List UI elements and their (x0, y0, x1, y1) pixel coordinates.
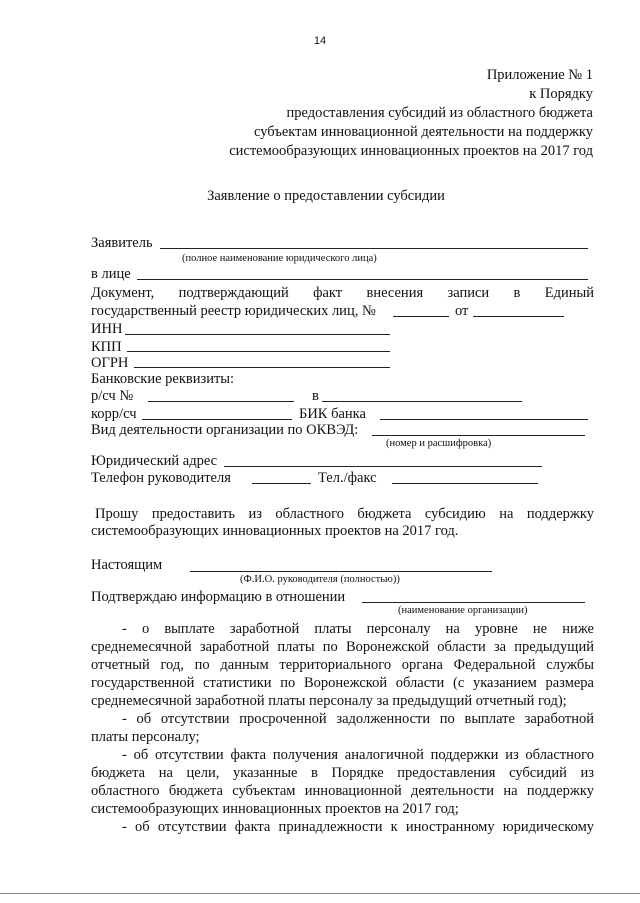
head-phone-label: Телефон руководителя (91, 470, 231, 486)
legal-address-label: Юридический адрес (91, 453, 218, 469)
registry-date-label: от (455, 303, 469, 319)
form-title: Заявление о предоставлении субсидии (207, 188, 445, 204)
tel-fax-field[interactable] (392, 483, 538, 484)
bik-label: БИК банка (299, 406, 366, 422)
applicant-caption: (полное наименование юридического лица) (182, 253, 377, 264)
item-2-line-2: платы персоналу; (91, 729, 200, 745)
registry-document-line: Документ, подтверждающий факт внесения записи в Единый (91, 285, 594, 301)
item-1-line-4: государственной статистики по Воронежской области (с указанием размера (91, 675, 594, 691)
item-3-line-4: системообразующих инновационных проектов на 2017 год; (91, 801, 459, 817)
item-4-line-1: - об отсутствии факта принадлежности к иностранному юридическому (122, 819, 594, 835)
item-3-line-1: - об отсутствии факта получения аналогичной поддержки из областного (122, 747, 594, 763)
hereby-label: Настоящим (91, 557, 163, 573)
page-number: 14 (313, 35, 327, 47)
represented-by-field[interactable] (137, 279, 588, 280)
request-text-line-1: Прошу предоставить из областного бюджета субсидию на поддержку (95, 506, 594, 522)
organization-name-field[interactable] (362, 602, 585, 603)
kpp-field[interactable] (127, 351, 390, 352)
confirm-label: Подтверждаю информацию в отношении (91, 589, 346, 605)
account-label: р/сч № (91, 388, 134, 404)
inn-label: ИНН (91, 321, 123, 337)
item-3-line-3: областного бюджета субъектам инновационной деятельности на поддержку (91, 783, 594, 799)
kpp-label: КПП (91, 339, 122, 355)
item-2-line-1: - об отсутствии просроченной задолженности по выплате заработной (122, 711, 594, 727)
head-phone-field[interactable] (252, 483, 311, 484)
item-1-line-5: среднемесячной заработной платы персоналу за предыдущий отчетный год); (91, 693, 567, 709)
bank-in-label: в (312, 388, 319, 404)
head-name-caption: (Ф.И.О. руководителя (полностью)) (240, 574, 400, 585)
item-1-line-2: среднемесячной заработной платы по Воронежской области за предыдущий (91, 639, 594, 655)
organization-name-caption: (наименование организации) (398, 605, 528, 616)
okved-field[interactable] (372, 435, 585, 436)
inn-field[interactable] (125, 334, 390, 335)
appendix-line-5: системообразующих инновационных проектов на 2017 год (229, 143, 593, 159)
account-field[interactable] (148, 401, 294, 402)
applicant-label: Заявитель (91, 235, 153, 251)
okved-label: Вид деятельности организации по ОКВЭД: (91, 422, 359, 438)
corr-account-label: корр/сч (91, 406, 137, 422)
item-3-line-2: бюджета на цели, указанные в Порядке предоставления субсидий из (91, 765, 594, 781)
item-1-line-1: - о выплате заработной платы персоналу на уровне не ниже (122, 621, 594, 637)
corr-account-field[interactable] (142, 419, 292, 420)
appendix-line-4: субъектам инновационной деятельности на поддержку (254, 124, 593, 140)
legal-address-field[interactable] (224, 466, 542, 467)
tel-fax-label: Тел./факс (318, 470, 377, 486)
registry-number-field[interactable] (393, 316, 449, 317)
appendix-line-1: Приложение № 1 (486, 67, 593, 83)
registry-number-label: государственный реестр юридических лиц, № (91, 303, 376, 319)
applicant-field[interactable] (160, 248, 588, 249)
page-bottom-rule (0, 893, 640, 894)
item-1-line-3: отчетный год, по данным территориального органа Федеральной службы (91, 657, 594, 673)
bank-details-label: Банковские реквизиты: (91, 371, 235, 387)
represented-by-label: в лице (91, 266, 131, 282)
appendix-line-2: к Порядку (529, 86, 593, 102)
request-text-line-2: системообразующих инновационных проектов на 2017 год. (91, 523, 459, 539)
bik-field[interactable] (380, 419, 588, 420)
appendix-line-3: предоставления субсидий из областного бюджета (286, 105, 593, 121)
registry-date-field[interactable] (473, 316, 564, 317)
ogrn-field[interactable] (134, 367, 390, 368)
ogrn-label: ОГРН (91, 355, 129, 371)
bank-name-field[interactable] (322, 401, 522, 402)
okved-caption: (номер и расшифровка) (386, 438, 492, 449)
head-name-field[interactable] (190, 571, 492, 572)
